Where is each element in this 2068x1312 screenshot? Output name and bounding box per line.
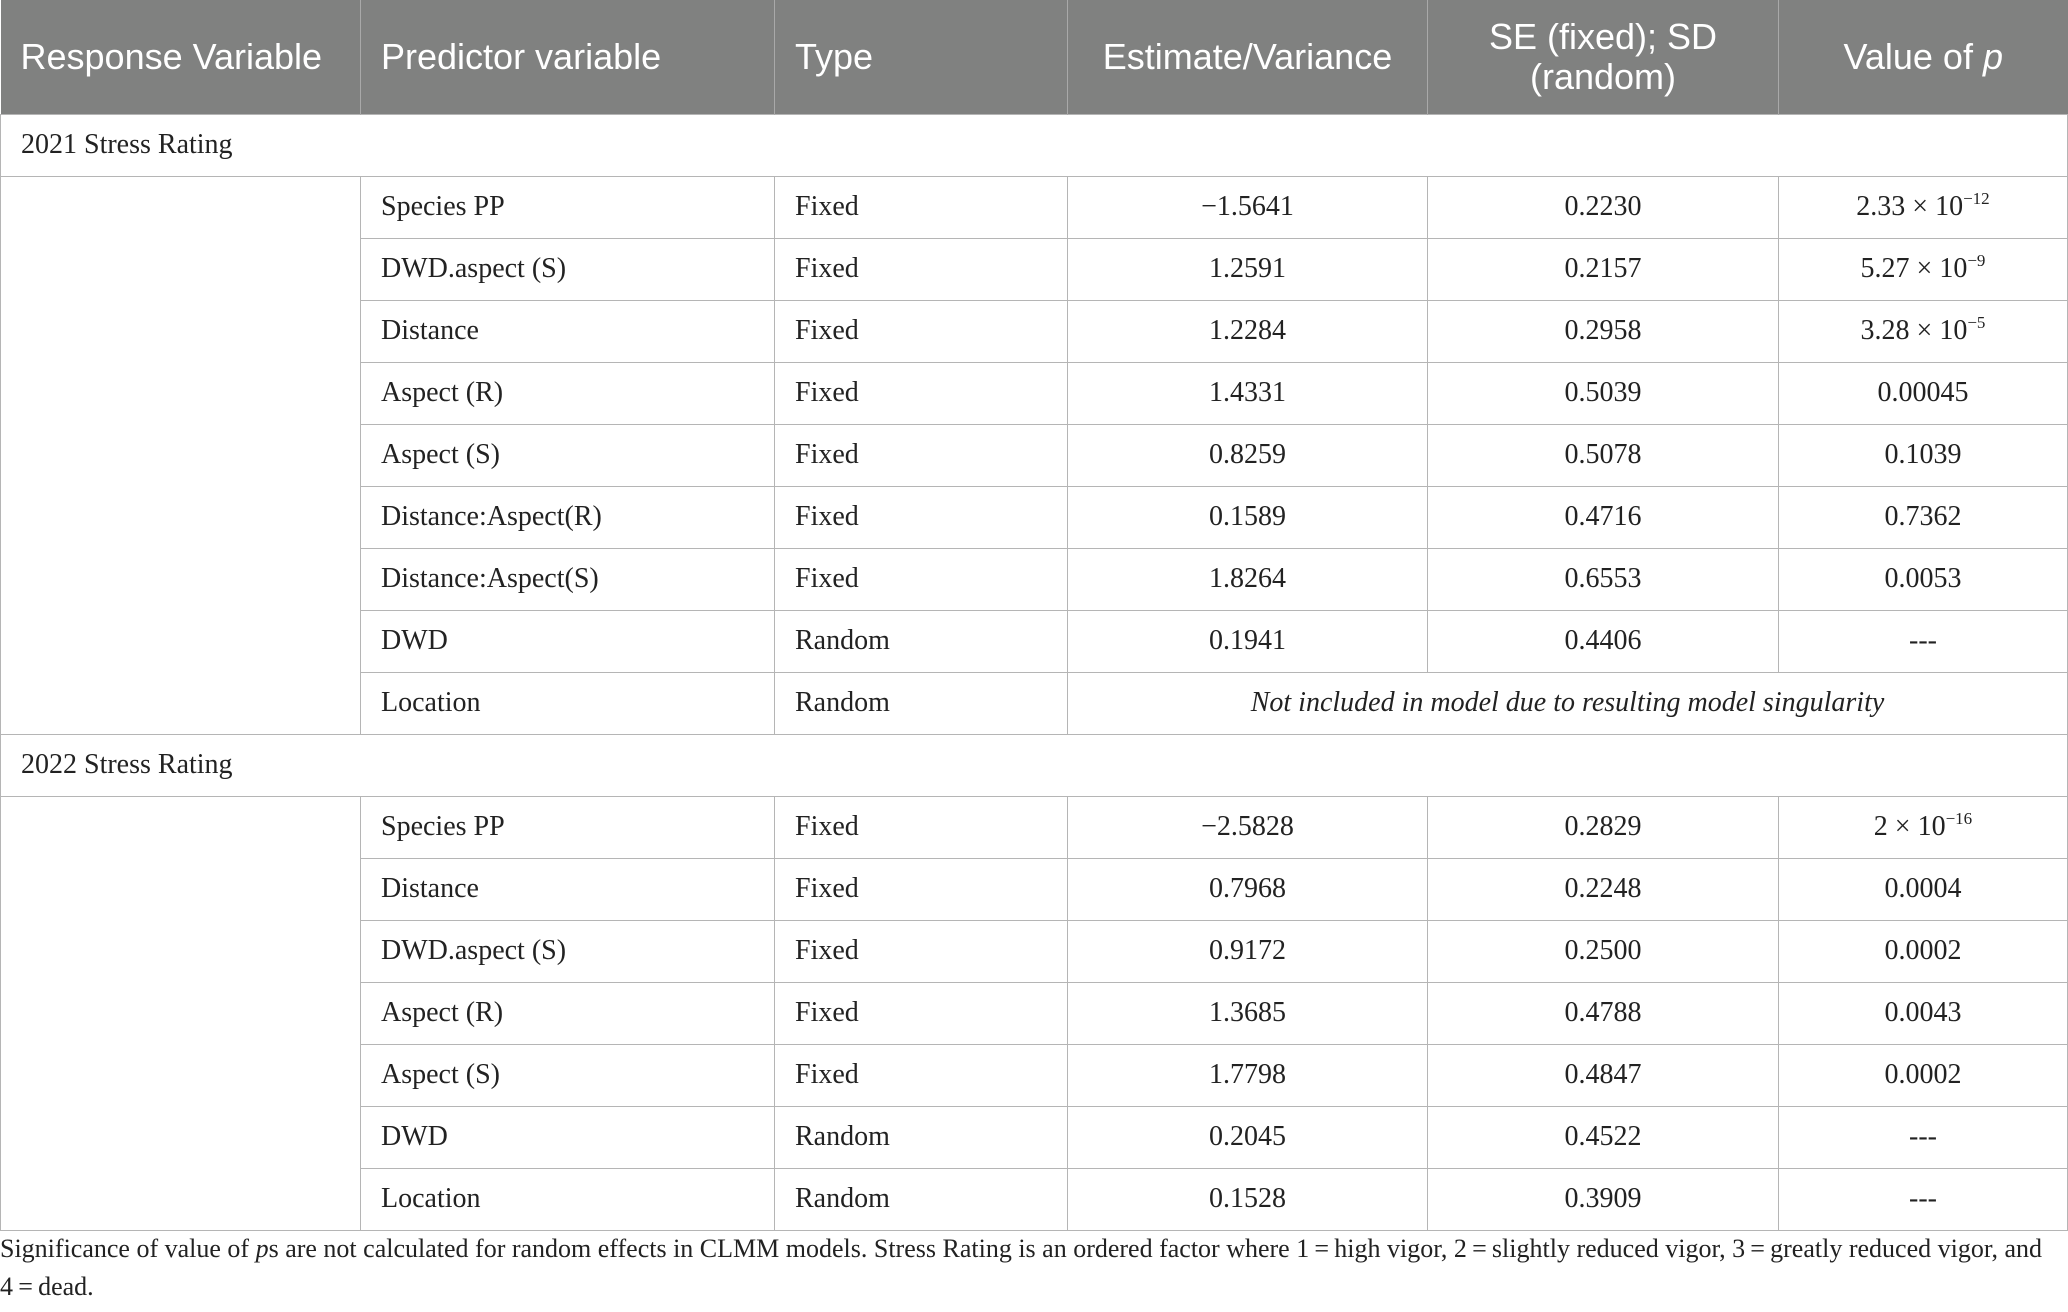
se-sd-cell: 0.4716 — [1428, 486, 1779, 548]
p-value-base: 0.1039 — [1884, 439, 1962, 470]
type-cell: Fixed — [775, 1044, 1068, 1106]
table-header — [1, 0, 2068, 114]
predictor-cell: Aspect (R) — [361, 982, 775, 1044]
p-value-cell — [1779, 424, 2068, 486]
p-value-base: 2.33 × 10 — [1856, 191, 1964, 222]
p-value-base: --- — [1909, 625, 1937, 656]
p-value-base: 5.27 × 10 — [1860, 253, 1968, 284]
estimate-cell: −2.5828 — [1068, 796, 1428, 858]
estimate-cell: 0.7968 — [1068, 858, 1428, 920]
predictor-cell: DWD — [361, 1106, 775, 1168]
p-value-base: 0.0053 — [1884, 563, 1962, 594]
p-value-cell — [1779, 920, 2068, 982]
type-cell: Random — [775, 1168, 1068, 1230]
predictor-cell: DWD — [361, 610, 775, 672]
p-value-cell — [1779, 300, 2068, 362]
predictor-cell: Aspect (S) — [361, 1044, 775, 1106]
table-body — [1, 114, 2068, 1230]
p-value-base: 0.7362 — [1884, 501, 1962, 532]
header-se-sd-line1: SE (fixed); SD — [1488, 15, 1718, 57]
predictor-cell: Distance — [361, 858, 775, 920]
estimate-cell: 1.2284 — [1068, 300, 1428, 362]
response-variable-cell — [1, 176, 361, 734]
header-p-value-prefix: Value of — [1843, 35, 1983, 77]
se-sd-cell: 0.4847 — [1428, 1044, 1779, 1106]
p-value-cell — [1779, 486, 2068, 548]
group-label-row — [1, 114, 2068, 176]
se-sd-cell: 0.2230 — [1428, 176, 1779, 238]
p-value-base: --- — [1909, 1121, 1937, 1152]
se-sd-cell: 0.2829 — [1428, 796, 1779, 858]
se-sd-cell: 0.2958 — [1428, 300, 1779, 362]
se-sd-cell: 0.4522 — [1428, 1106, 1779, 1168]
estimate-cell: 0.9172 — [1068, 920, 1428, 982]
singularity-note-cell: Not included in model due to resulting model singularity — [1068, 672, 2068, 734]
p-value-base: 0.0002 — [1884, 1059, 1962, 1090]
predictor-cell: Location — [361, 1168, 775, 1230]
header-se-sd-line2: (random) — [1529, 55, 1677, 97]
se-sd-cell: 0.5039 — [1428, 362, 1779, 424]
p-value-base: 0.00045 — [1877, 377, 1969, 408]
header-p-value — [1779, 0, 2068, 114]
header-row — [1, 0, 2068, 114]
predictor-cell: DWD.aspect (S) — [361, 238, 775, 300]
footnote-part2: s are not calculated for random effects in CLMM models. Stress Rating is an ordered factor where 1 = high vigor, 2 = slightly reduced vigor, 3 = greatly reduced vigor, and 4 = dead. — [0, 1234, 2042, 1301]
estimate-cell: 1.8264 — [1068, 548, 1428, 610]
predictor-cell: Species PP — [361, 796, 775, 858]
type-cell: Fixed — [775, 362, 1068, 424]
p-value-cell — [1779, 176, 2068, 238]
p-value-base: 0.0004 — [1884, 873, 1962, 904]
estimate-cell: 0.1589 — [1068, 486, 1428, 548]
p-value-exponent: −12 — [1963, 189, 1990, 208]
table-row — [1, 176, 2068, 238]
se-sd-cell: 0.2157 — [1428, 238, 1779, 300]
p-value-cell — [1779, 362, 2068, 424]
type-cell: Random — [775, 672, 1068, 734]
response-variable-cell — [1, 796, 361, 1230]
footnote-part1: Significance of value of — [0, 1234, 256, 1263]
p-value-exponent: −5 — [1967, 313, 1986, 332]
estimate-cell: 0.1941 — [1068, 610, 1428, 672]
group-label: 2021 Stress Rating — [1, 114, 2068, 176]
group-label: 2022 Stress Rating — [1, 734, 2068, 796]
footnote-p-symbol: p — [255, 1234, 269, 1263]
se-sd-cell: 0.2500 — [1428, 920, 1779, 982]
type-cell: Fixed — [775, 486, 1068, 548]
estimate-cell: 1.4331 — [1068, 362, 1428, 424]
predictor-cell: Distance:Aspect(R) — [361, 486, 775, 548]
se-sd-cell: 0.4406 — [1428, 610, 1779, 672]
p-value-cell — [1779, 1106, 2068, 1168]
table-footnote — [0, 1230, 2060, 1306]
se-sd-cell: 0.5078 — [1428, 424, 1779, 486]
type-cell: Fixed — [775, 920, 1068, 982]
estimate-cell: 1.3685 — [1068, 982, 1428, 1044]
p-value-base: --- — [1909, 1183, 1937, 1214]
se-sd-cell: 0.3909 — [1428, 1168, 1779, 1230]
p-value-exponent: −9 — [1967, 251, 1986, 270]
predictor-cell: Aspect (R) — [361, 362, 775, 424]
predictor-cell: Distance:Aspect(S) — [361, 548, 775, 610]
estimate-cell: 1.7798 — [1068, 1044, 1428, 1106]
type-cell: Fixed — [775, 176, 1068, 238]
p-value-base: 0.0043 — [1884, 997, 1962, 1028]
p-value-exponent: −16 — [1945, 809, 1973, 828]
se-sd-cell: 0.6553 — [1428, 548, 1779, 610]
se-sd-cell: 0.4788 — [1428, 982, 1779, 1044]
p-value-base: 0.0002 — [1884, 935, 1962, 966]
p-value-base: 3.28 × 10 — [1860, 315, 1968, 346]
header-type: Type — [775, 0, 1068, 114]
predictor-cell: Species PP — [361, 176, 775, 238]
estimate-cell: 0.8259 — [1068, 424, 1428, 486]
header-predictor-variable: Predictor variable — [361, 0, 775, 114]
estimate-cell: 0.1528 — [1068, 1168, 1428, 1230]
predictor-cell: DWD.aspect (S) — [361, 920, 775, 982]
header-se-sd — [1428, 0, 1779, 114]
p-value-cell — [1779, 1044, 2068, 1106]
type-cell: Fixed — [775, 424, 1068, 486]
type-cell: Random — [775, 610, 1068, 672]
p-value-cell — [1779, 1168, 2068, 1230]
header-response-variable: Response Variable — [1, 0, 361, 114]
estimate-cell: −1.5641 — [1068, 176, 1428, 238]
type-cell: Fixed — [775, 548, 1068, 610]
type-cell: Fixed — [775, 238, 1068, 300]
estimate-cell: 1.2591 — [1068, 238, 1428, 300]
se-sd-cell: 0.2248 — [1428, 858, 1779, 920]
predictor-cell: Distance — [361, 300, 775, 362]
p-value-base: 2 × 10 — [1873, 811, 1946, 842]
p-value-cell — [1779, 548, 2068, 610]
type-cell: Fixed — [775, 796, 1068, 858]
header-estimate-variance: Estimate/Variance — [1068, 0, 1428, 114]
estimate-cell: 0.2045 — [1068, 1106, 1428, 1168]
type-cell: Fixed — [775, 982, 1068, 1044]
predictor-cell: Aspect (S) — [361, 424, 775, 486]
type-cell: Fixed — [775, 858, 1068, 920]
table-row — [1, 796, 2068, 858]
header-p-symbol: p — [1982, 35, 2003, 77]
p-value-cell — [1779, 238, 2068, 300]
p-value-cell — [1779, 982, 2068, 1044]
p-value-cell — [1779, 610, 2068, 672]
p-value-cell — [1779, 858, 2068, 920]
group-label-row — [1, 734, 2068, 796]
type-cell: Random — [775, 1106, 1068, 1168]
type-cell: Fixed — [775, 300, 1068, 362]
predictor-cell: Location — [361, 672, 775, 734]
p-value-cell — [1779, 796, 2068, 858]
